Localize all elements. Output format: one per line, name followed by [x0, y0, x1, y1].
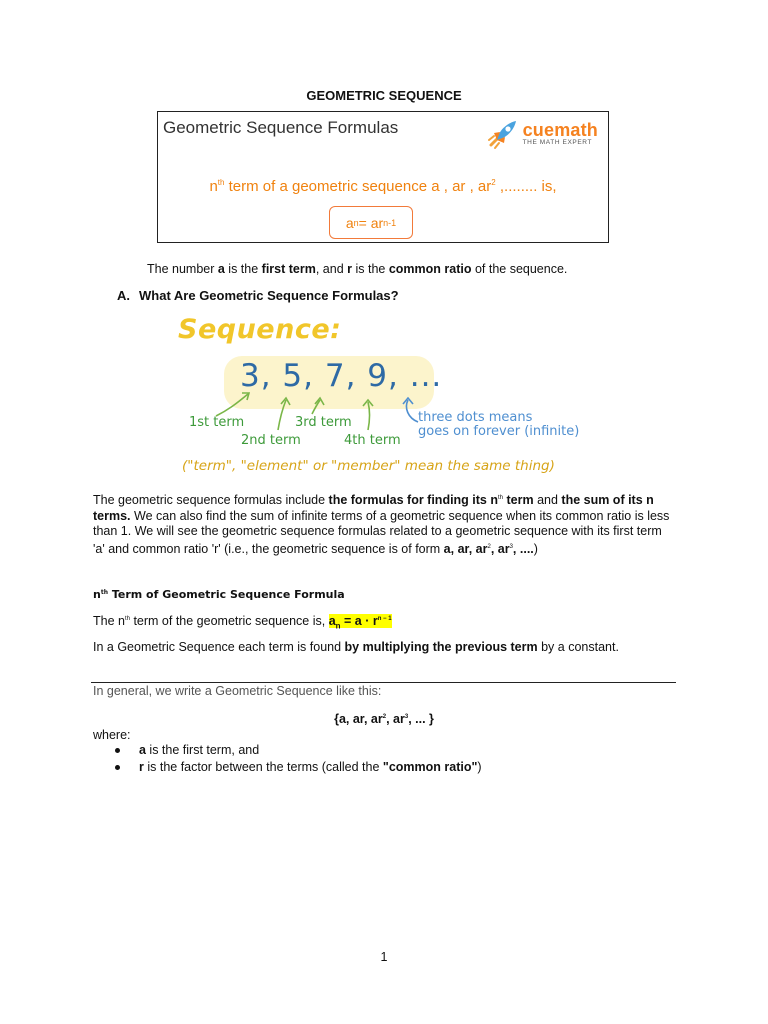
definition-list: [111, 742, 482, 776]
list-item: r is the factor between the terms (called the "common ratio"): [111, 759, 482, 776]
brand-name: cuemath: [522, 120, 598, 141]
intro-sentence: The number a is the first term, and r is the common ratio of the sequence.: [147, 262, 568, 276]
nth-term-statement: $n^{th}$ term of a geometric sequence a , ar , $ar^2$ ,........ is,: [209, 178, 557, 195]
brand-tagline: THE MATH EXPERT: [522, 139, 593, 147]
label-three-dots-1: three dots means: [418, 410, 533, 425]
label-2nd-term: 2nd term: [241, 433, 301, 448]
page-number: 1: [380, 950, 388, 964]
label-4th-term: 4th term: [344, 433, 401, 448]
rocket-icon: [485, 118, 519, 150]
label-3rd-term: 3rd term: [295, 415, 352, 430]
general-form-text: In general, we write a Geometric Sequence like this:: [93, 684, 382, 698]
set-notation: {a, ar, $ar^2$, $ar^3$, ... }: [334, 712, 434, 726]
term-arrows: [172, 314, 602, 482]
brand-logo: [485, 118, 598, 150]
formula-box: a n = ar n-1: [329, 206, 413, 239]
formula-card-image: [157, 111, 609, 243]
label-three-dots-2: goes on forever (infinite): [418, 424, 580, 439]
label-1st-term: 1st term: [189, 415, 245, 430]
section-title: What Are Geometric Sequence Formulas?: [139, 288, 399, 303]
nth-term-heading: $n^{th}$ Term of Geometric Sequence Formula: [93, 588, 345, 601]
section-marker: A.: [117, 288, 130, 303]
paragraph-multiplying: In a Geometric Sequence each term is found by multiplying the previous term by a constant.: [93, 640, 619, 654]
document-title: GEOMETRIC SEQUENCE: [306, 88, 462, 103]
list-item: a is the first term, and: [111, 742, 482, 759]
card-heading: Geometric Sequence Formulas: [163, 118, 399, 137]
sequence-illustration: [172, 314, 602, 482]
sequence-footnote: ("term", "element" or "member" mean the same thing): [182, 458, 555, 474]
sequence-title: Sequence:: [178, 314, 342, 345]
highlighted-formula: $a_n = a \cdot r^{n - 1}$: [328, 614, 392, 631]
where-label: where:: [93, 728, 131, 742]
section-heading-a: [117, 288, 399, 303]
paragraph-formulas: The geometric sequence formulas include the formulas for finding its $n^{th}$ term and the sum of its n terms. We can also find the sum of infinite terms of a geometric sequence when its common ratio is less than 1. We will see the geometric sequence formulas related to a geometric sequence with its first term 'a' and common ratio 'r' (i.e., the geometric sequence is of form a, ar, $ar^2$, $ar^3$, ....): [93, 493, 670, 556]
nth-term-formula-line: The $n^{th}$ term of the geometric sequence is, $a_n = a \cdot r^{n - 1}$: [93, 614, 392, 631]
sequence-values: 3, 5, 7, 9, ...: [240, 358, 443, 394]
horizontal-rule: [91, 682, 676, 683]
